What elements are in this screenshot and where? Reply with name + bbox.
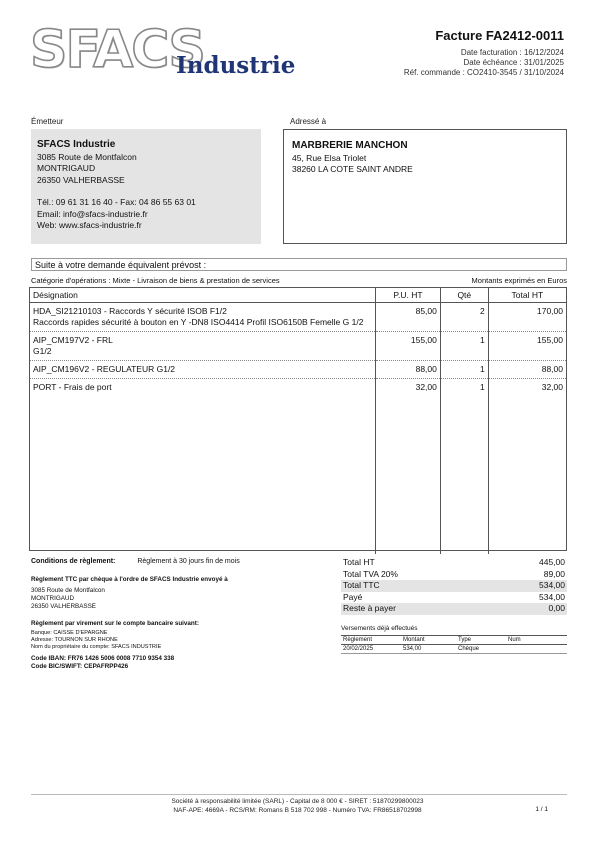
item-designation: AIP_CM196V2 - REGULATEUR G1/2 [30,360,376,378]
payments-header-row: Règlement Montant Type Num [341,636,567,645]
company-logo-subtitle: Industrie [176,52,296,79]
item-total: 32,00 [488,378,566,396]
item-unit-price: 155,00 [376,331,441,360]
item-quantity: 1 [440,360,488,378]
table-row [30,302,566,331]
table-row [30,360,566,378]
account-holder: Nom du propriétaire du compte: SFACS INDUSTRIE [31,644,162,650]
item-designation: HDA_SI21210103 - Raccords Y sécurité ISOB F1/2 Raccords rapides sécurité à bouton en Y -DN8 ISO4414 Profil ISO6150B Femelle G 1/2 [30,302,376,331]
item-total: 170,00 [488,302,566,331]
item-total: 88,00 [488,360,566,378]
item-quantity: 1 [440,378,488,396]
category-line [31,276,567,285]
bic: Code BIC/SWIFT: CEPAFRPP426 [31,663,129,670]
cheque-address: 3085 Route de Montfalcon MONTRIGAUD 26350 VALHERBASSE [31,587,105,610]
bank-name: Banque: CAISSE D'EPARGNE [31,630,108,636]
table-filler-row [30,396,566,554]
payment-conditions [31,558,240,565]
total-tva-row: Total TVA 20% 89,00 [343,568,565,579]
conditions-value: Règlement à 30 jours fin de mois [137,558,240,565]
col-designation: Désignation [30,288,376,302]
payment-num [506,645,567,654]
item-quantity: 2 [440,302,488,331]
table-row [30,331,566,360]
page-number: 1 / 1 [535,806,548,813]
emitter-box [31,129,261,244]
invoice-due-date: Date échéance : 31/01/2025 [463,58,564,67]
payments-title: Versements déjà effectués [341,625,418,632]
recipient-label: Adressé à [290,117,327,126]
conditions-label: Conditions de règlement: [31,558,116,565]
emitter-address1: 3085 Route de Montfalcon [37,151,137,162]
emitter-phone: Tél.: 09 61 31 16 40 - Fax: 04 86 55 63 01 [37,197,196,207]
cheque-title: Règlement TTC par chèque à l'ordre de SFACS Industrie envoyé à [31,576,228,583]
total-ttc-row: Total TTC 534,00 [343,580,565,590]
emitter-web: Web: www.sfacs-industrie.fr [37,220,142,230]
footer-line1: Société à responsabilité limitée (SARL) - Capital de 8 000 € - SIRET : 51870299800023 [171,798,424,805]
recipient-name: MARBRERIE MANCHON [292,140,408,151]
operation-category: Catégorie d'opérations : Mixte - Livraison de biens & prestation de services [31,276,280,285]
invoice-note: Suite à votre demande équivalent prévost : [31,258,567,271]
legal-footer [0,797,595,815]
col-unit-price: P.U. HT [376,288,441,302]
item-designation: PORT - Frais de port [33,381,112,392]
items-header-row [30,288,566,302]
recipient-box [283,129,567,244]
iban: Code IBAN: FR76 1426 5006 0008 7710 9354 338 [31,655,175,662]
emitter-name: SFACS Industrie [37,139,116,150]
table-row [30,378,566,396]
col-quantity: Qté [440,288,488,302]
item-total: 155,00 [488,331,566,360]
totals-block [341,557,567,615]
bank-details [31,630,161,651]
emitter-address2: MONTRIGAUD [37,163,96,173]
payment-date: 20/02/2025 [341,645,401,654]
item-unit-price: 85,00 [376,302,441,331]
item-unit-price: 32,00 [376,378,441,396]
recipient-address2: 38260 LA COTE SAINT ANDRE [292,164,413,174]
item-quantity: 1 [440,331,488,360]
emitter-address3: 26350 VALHERBASSE [37,174,125,185]
table-row [341,645,567,654]
order-reference: Réf. commande : CO2410-3545 / 31/10/2024 [403,68,564,77]
total-ht-row: Total HT 445,00 [343,557,565,567]
item-designation: AIP_CM197V2 - FRL G1/2 [30,331,376,360]
invoice-date: Date facturation : 16/12/2024 [460,48,564,57]
paid-row: Payé 534,00 [343,591,565,602]
item-unit-price: 88,00 [376,360,441,378]
payment-amount: 534,00 [401,645,456,654]
invoice-title: Facture FA2412-0011 [435,28,564,43]
emitter-email: Email: info@sfacs-industrie.fr [37,208,148,219]
items-table [29,287,567,551]
emitter-label: Émetteur [31,117,64,126]
payments-block [341,625,567,654]
remaining-row: Reste à payer 0,00 [343,603,565,613]
payment-type: Chèque [456,645,506,654]
footer-line2: NAF-APE: 4669A - RCS/RM: Romans B 518 702 998 - Numéro TVA: FR86518702998 [173,807,422,814]
footer-divider [31,794,567,795]
col-total: Total HT [488,288,566,302]
bank-address: Adresse: TOURNON SUR RHONE [31,637,118,643]
transfer-title: Règlement par virement sur le compte bancaire suivant: [31,620,199,627]
recipient-address1: 45, Rue Elsa Triolet [292,152,367,163]
company-logo: SFACS [30,20,204,80]
currency-note: Montants exprimés en Euros [471,276,567,285]
